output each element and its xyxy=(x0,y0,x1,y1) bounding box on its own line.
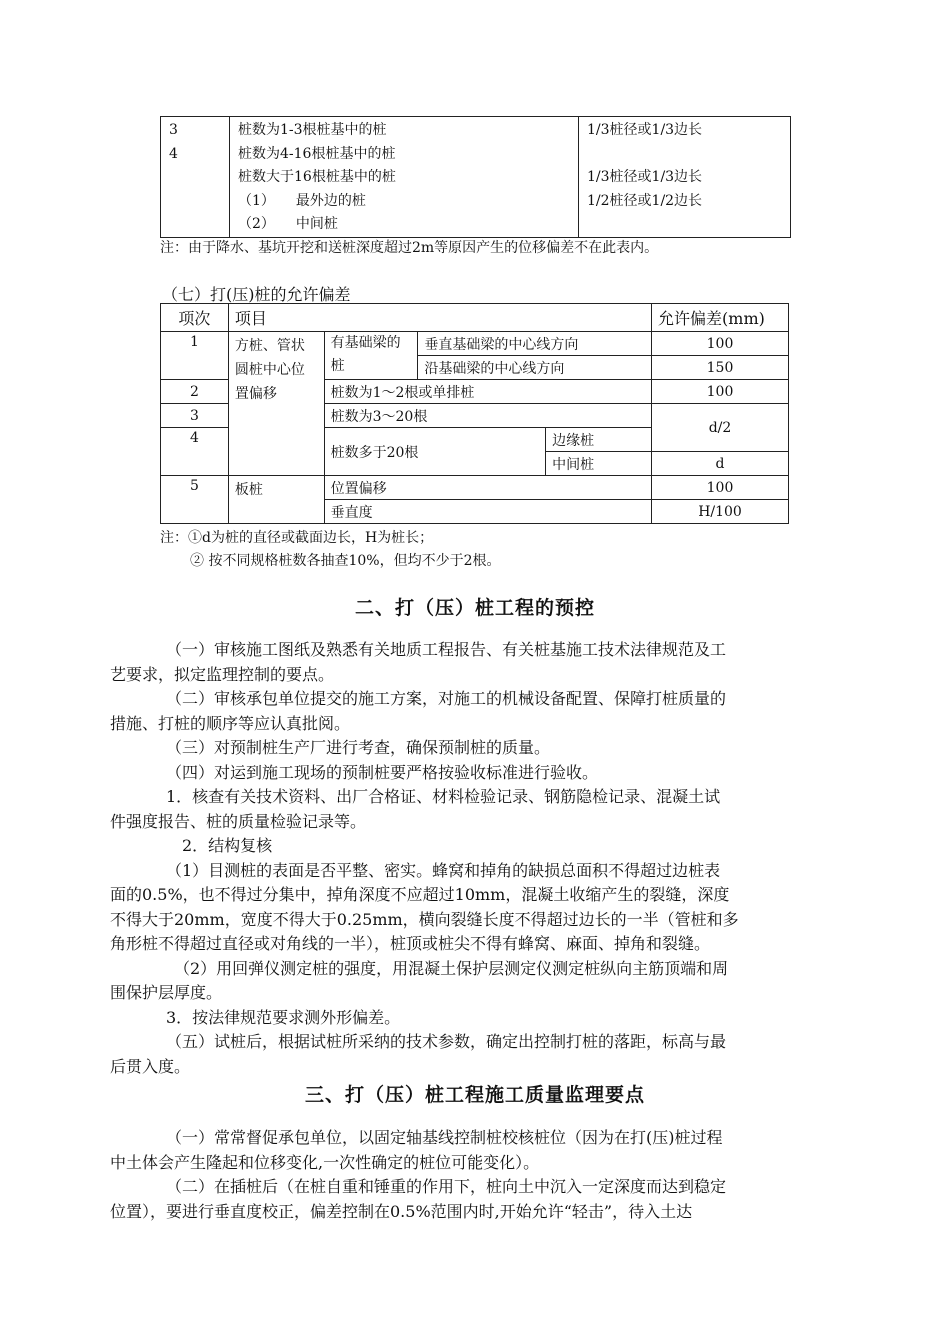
tolerance-cell xyxy=(579,117,791,238)
section-heading: 二、打（压）桩工程的预控 xyxy=(354,597,595,619)
row-tolerance: d/2 xyxy=(652,404,789,452)
paragraph-line: 不得大于20mm，宽度不得大于0.25mm，横向裂缝长度不得超过边长的一半（管桩和多 xyxy=(110,909,739,929)
item-description: 桩数为4-16根桩基中的桩 xyxy=(238,145,396,162)
row-tolerance: 150 xyxy=(652,356,789,380)
row-number: 1 xyxy=(161,332,229,380)
paragraph-line: （一）常常督促承包单位，以固定轴基线控制桩校核桩位（因为在打(压)桩过程 xyxy=(166,1128,723,1147)
item-number-cell xyxy=(161,117,230,238)
tolerance-value: 1/3桩径或1/3边长 xyxy=(587,122,703,138)
paragraph-line: （1）目测桩的表面是否平整、密实。蜂窝和掉角的缺损总面积不得超过边桩表 xyxy=(166,860,721,880)
row-description: 桩数为3～20根 xyxy=(324,404,651,428)
item-description: （1） 最外边的桩 xyxy=(238,192,366,209)
paragraph-line: 角形桩不得超过直径或对角线的一半），桩顶或桩尖不得有蜂窝、麻面、掉角和裂缝。 xyxy=(110,934,711,953)
table-note: 注：由于降水、基坑开挖和送桩深度超过2m等原因产生的位移偏差不在此表内。 xyxy=(160,240,659,256)
paragraph-line: 措施、打桩的顺序等应认真批阅。 xyxy=(110,713,351,733)
row-tolerance: H/100 xyxy=(652,500,789,524)
paragraph-line: （二）在插桩后（在桩自重和锤重的作用下，桩向土中沉入一定深度而达到稳定 xyxy=(166,1177,727,1196)
row-label: 板桩 xyxy=(228,476,324,524)
paragraph-line: （三）对预制桩生产厂进行考查，确保预制桩的质量。 xyxy=(166,738,551,757)
row-number: 5 xyxy=(161,476,229,524)
paragraph-line: 1．核查有关技术资料、出厂合格证、材料检验记录、钢筋隐检记录、混凝土试 xyxy=(166,787,721,806)
item-description-cell xyxy=(230,117,579,238)
section-body xyxy=(110,638,830,1079)
paragraph-line: 2．结构复核 xyxy=(182,836,273,855)
paragraph-line: 3．按法律规范要求测外形偏差。 xyxy=(166,1007,401,1027)
row-description: 垂直度 xyxy=(324,500,651,524)
pile-tolerance-table xyxy=(160,303,789,524)
item-number: 3 xyxy=(169,122,178,138)
header-item-no: 项次 xyxy=(161,304,229,332)
header-tolerance: 允许偏差(mm) xyxy=(652,304,789,332)
row-sub-description: 边缘桩 xyxy=(546,428,652,452)
item-number: 4 xyxy=(169,145,178,162)
item-description: 桩数为1-3根桩基中的桩 xyxy=(238,122,387,138)
table-note: ② 按不同规格桩数各抽查10%，但均不少于2根。 xyxy=(190,553,501,569)
paragraph-line: 件强度报告、桩的质量检验记录等。 xyxy=(110,811,367,831)
table-row xyxy=(161,476,789,500)
row-description: 沿基础梁的中心线方向 xyxy=(418,356,652,380)
row-description: 垂直基础梁的中心线方向 xyxy=(418,332,652,356)
item-description: 桩数大于16根桩基中的桩 xyxy=(238,169,396,185)
tolerance-value: 1/2桩径或1/2边长 xyxy=(587,192,703,209)
paragraph-line: （四）对运到施工现场的预制桩要严格按验收标准进行验收。 xyxy=(166,762,599,782)
row-description: 桩数多于20根 xyxy=(324,428,546,476)
table-caption: （七）打(压)桩的允许偏差 xyxy=(162,285,351,304)
paragraph-line: 围保护层厚度。 xyxy=(110,983,223,1002)
row-tolerance: d xyxy=(652,452,789,476)
row-tolerance: 100 xyxy=(652,476,789,500)
item-description: （2） 中间桩 xyxy=(238,216,338,232)
section-heading: 三、打（压）桩工程施工质量监理要点 xyxy=(304,1084,645,1106)
row-description: 桩数为1～2根或单排桩 xyxy=(324,380,651,404)
foundation-beam-label: 有基础梁的桩 xyxy=(324,332,418,380)
table-note: 注：①d为桩的直径或截面边长，H为桩长； xyxy=(160,530,434,546)
paragraph-line: 后贯入度。 xyxy=(110,1056,191,1076)
table-header-row xyxy=(161,304,789,332)
paragraph-line: （一）审核施工图纸及熟悉有关地质工程报告、有关桩基施工技术法律规范及工 xyxy=(166,640,727,659)
row-number: 4 xyxy=(161,428,229,476)
row-tolerance: 100 xyxy=(652,380,789,404)
row-sub-description: 中间桩 xyxy=(546,452,652,476)
row-tolerance: 100 xyxy=(652,332,789,356)
row-description: 位置偏移 xyxy=(324,476,651,500)
paragraph-line: 艺要求，拟定监理控制的要点。 xyxy=(110,664,335,684)
row-number: 3 xyxy=(161,404,229,428)
table-row xyxy=(161,117,791,238)
row-number: 2 xyxy=(161,380,229,404)
tolerance-value: 1/3桩径或1/3边长 xyxy=(587,169,703,185)
header-item: 项目 xyxy=(228,304,651,332)
paragraph-line: 中土体会产生隆起和位移变化,一次性确定的桩位可能变化）。 xyxy=(110,1152,540,1172)
paragraph-line: 位置），要进行垂直度校正，偏差控制在0.5%范围内时,开始允许“轻击”，待入土达 xyxy=(110,1201,693,1221)
paragraph-line: （二）审核承包单位提交的施工方案，对施工的机械设备配置、保障打桩质量的 xyxy=(166,689,727,708)
table-row xyxy=(161,332,789,356)
paragraph-line: （2）用回弹仪测定桩的强度，用混凝土保护层测定仪测定桩纵向主筋顶端和周 xyxy=(174,958,729,978)
pile-position-table-continued xyxy=(160,116,791,238)
paragraph-line: （五）试桩后，根据试桩所采纳的技术参数，确定出控制打桩的落距，标高与最 xyxy=(166,1032,727,1051)
paragraph-line: 面的0.5%，也不得过分集中，掉角深度不应超过10mm，混凝土收缩产生的裂缝，深度 xyxy=(110,885,730,904)
group-label: 方桩、管状圆桩中心位置偏移 xyxy=(228,332,324,476)
section-body xyxy=(110,1126,830,1224)
